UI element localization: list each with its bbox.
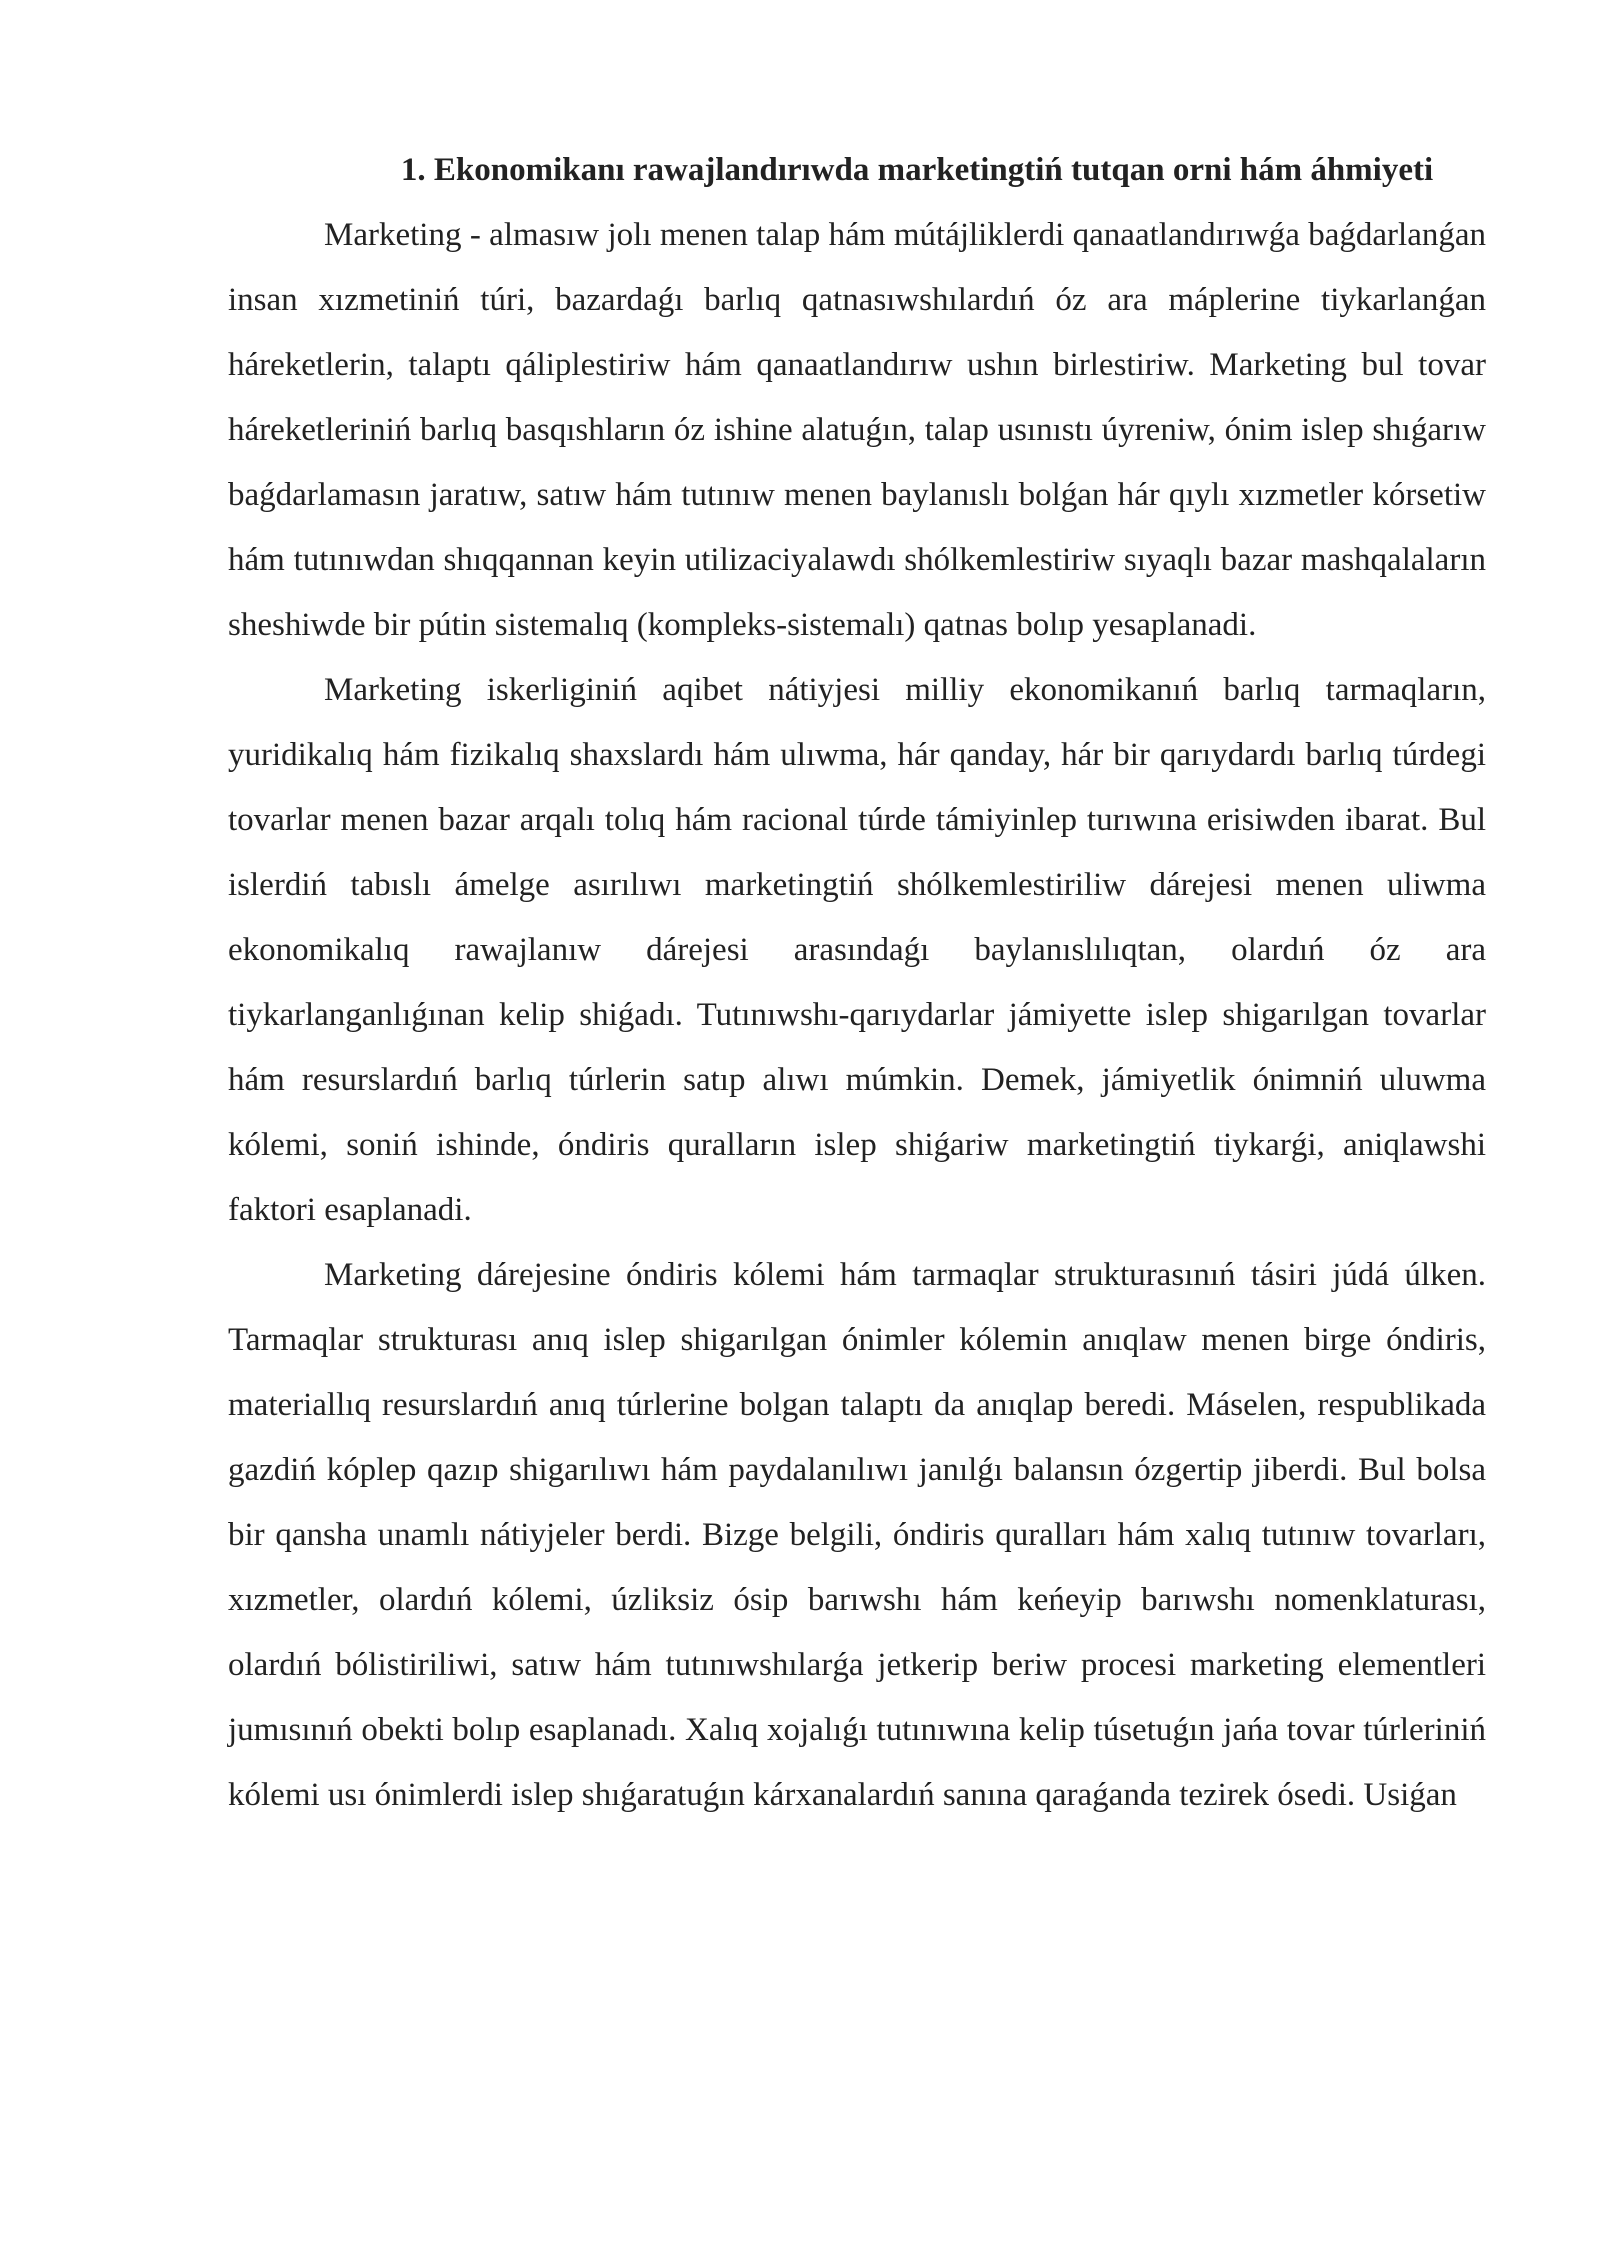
section-heading: 1. Ekonomikanı rawajlandırıwda marketingtiń tutqan orni hám áhmiyeti (400, 152, 1434, 188)
paragraph-1: Marketing - almasıw jolı menen talap hám mútájliklerdi qanaatlandırıwǵa baǵdarlanǵan insan xızmetiniń túri, bazardaǵı barlıq qatnasıwshılardıń óz ara máplerine tiykarlanǵan háreketlerin, talaptı qáliplestiriw hám qanaatlandırıw ushın birlestiriw. Marketing bul tovar háreketleriniń barlıq basqıshların óz ishine alatuǵın, talap usınıstı úyreniw, ónim islep shıǵarıw baǵdarlamasın jaratıw, satıw hám tutınıw menen baylanıslı bolǵan hár qıylı xızmetler kórsetiw hám tutınıwdan shıqqannan keyin utilizaciyalawdı shólkemlestiriw sıyaqlı bazar mashqalaların sheshiwde bir pútin sistemalıq (kompleks-sistemalı) qatnas bolıp yesaplanadi. (228, 217, 1486, 643)
paragraph-3: Marketing dárejesine óndiris kólemi hám tarmaqlar strukturasınıń tásiri júdá úlken. Tarmaqlar strukturası anıq islep shigarılgan ónimler kólemin anıqlaw menen birge óndiris, materiallıq resurslardıń anıq túrlerine bolgan talaptı da anıqlap beredi. Máselen, respublikada gazdiń kóplep qazıp shigarılıwı hám paydalanılıwı janılǵı balansın ózgertip jiberdi. Bul bolsa bir qansha unamlı nátiyjeler berdi. Bizge belgili, óndiris quralları hám xalıq tutınıw tovarları, xızmetler, olardıń kólemi, úzliksiz ósip barıwshı hám keńeyip barıwshı nomenklaturası, olardıń bólistiriliwi, satıw hám tutınıwshılarǵa jetkerip beriw procesi marketing elementleri jumısınıń obekti bolıp esaplanadı. Xalıq xojalıǵı tutınıwına kelip túsetuǵın jańa tovar túrleriniń kólemi usı ónimlerdi islep shıǵaratuǵın kárxanalardıń sanına qaraǵanda tezirek ósedi. Usiǵan (228, 1257, 1486, 1813)
paragraph-2: Marketing iskerliginiń aqibet nátiyjesi milliy ekonomikanıń barlıq tarmaqların, yuridikalıq hám fizikalıq shaxslardı hám ulıwma, hár qanday, hár bir qarıydardı barlıq túrdegi tovarlar menen bazar arqalı tolıq hám racional túrde támiyinlep turıwına erisiwden ibarat. Bul islerdiń tabıslı ámelge asırılıwı marketingtiń shólkemlestiriliw dárejesi menen uliwma ekonomikalıq rawajlanıw dárejesi arasındaǵı baylanıslılıqtan, olardıń óz ara tiykarlanganlıǵınan kelip shiǵadı. Tutınıwshı-qarıydarlar jámiyette islep shigarılgan tovarlar hám resurslardıń barlıq túrlerin satıp alıwı múmkin. Demek, jámiyetlik ónimniń uluwma kólemi, soniń ishinde, óndiris quralların islep shiǵariw marketingtiń tiykarǵi, aniqlawshi faktori esaplanadi. (228, 672, 1486, 1228)
document-body (228, 138, 1486, 1828)
